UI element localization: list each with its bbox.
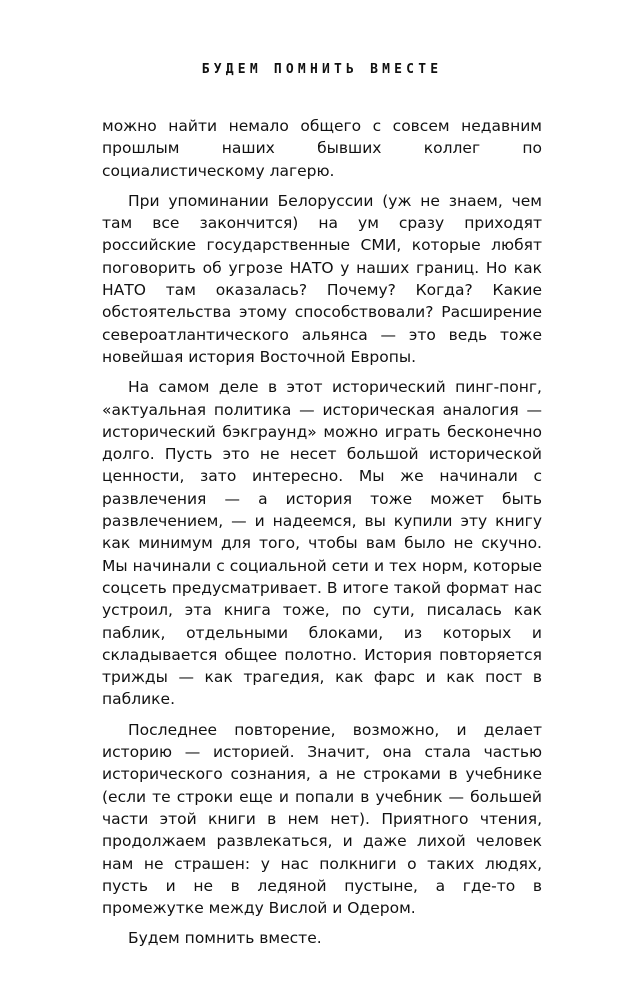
paragraph-belarus-nato: При упоминании Белоруссии (уж не знаем, чем там все закончится) на ум сразу приходят российские государственные СМИ, которые любят поговорить об угрозе НАТО у наших границ. Но как НАТО там оказалась? Почему? Когда? Какие обстоятельства этому способствовали? Расширение североатлантического альянса — это ведь тоже новейшая история Восточной Европы. <box>102 191 542 366</box>
body-text <box>102 115 542 958</box>
paragraph-last-repetition: Последнее повторение, возможно, и делает историю — историей. Значит, она стала частью исторического сознания, а не строками в учебнике (если те строки еще и попали в учебник — большей части этой книги в нем нет). Приятного чтения, продолжаем развлекаться, и даже лихой человек нам не страшен: у нас полкниги о таких людях, пусть и не в ледяной пустыне, а где-то в промежутке между Вислой и Одером. <box>102 720 542 918</box>
running-head: БУДЕМ ПОМНИТЬ ВМЕСТЕ <box>201 62 443 77</box>
paragraph-historical-ping-pong: На самом деле в этот исторический пинг-понг, «актуальная политика — историческая аналогия — исторический бэкграунд» можно играть бесконечно долго. Пусть это не несет большой исторической ценности, зато интересно. Мы же начинали с развлечения — а история тоже может быть развлечением, — и надеемся, вы купили эту книгу как минимум для того, чтобы вам было не скучно. Мы начинали с социальной сети и тех норм, которые соцсеть предусматривает. В итоге такой формат нас устроил, эта книга тоже, по сути, писалась как паблик, отдельными блоками, из которых и складывается общее полотно. История повторяется трижды — как трагедия, как фарс и как пост в паблике. <box>102 378 542 709</box>
paragraph-closing: Будем помнить вместе. <box>128 929 322 948</box>
paragraph-continuation: можно найти немало общего с совсем недавним прошлым наших бывших коллег по социалистическому лагерю. <box>102 117 542 180</box>
